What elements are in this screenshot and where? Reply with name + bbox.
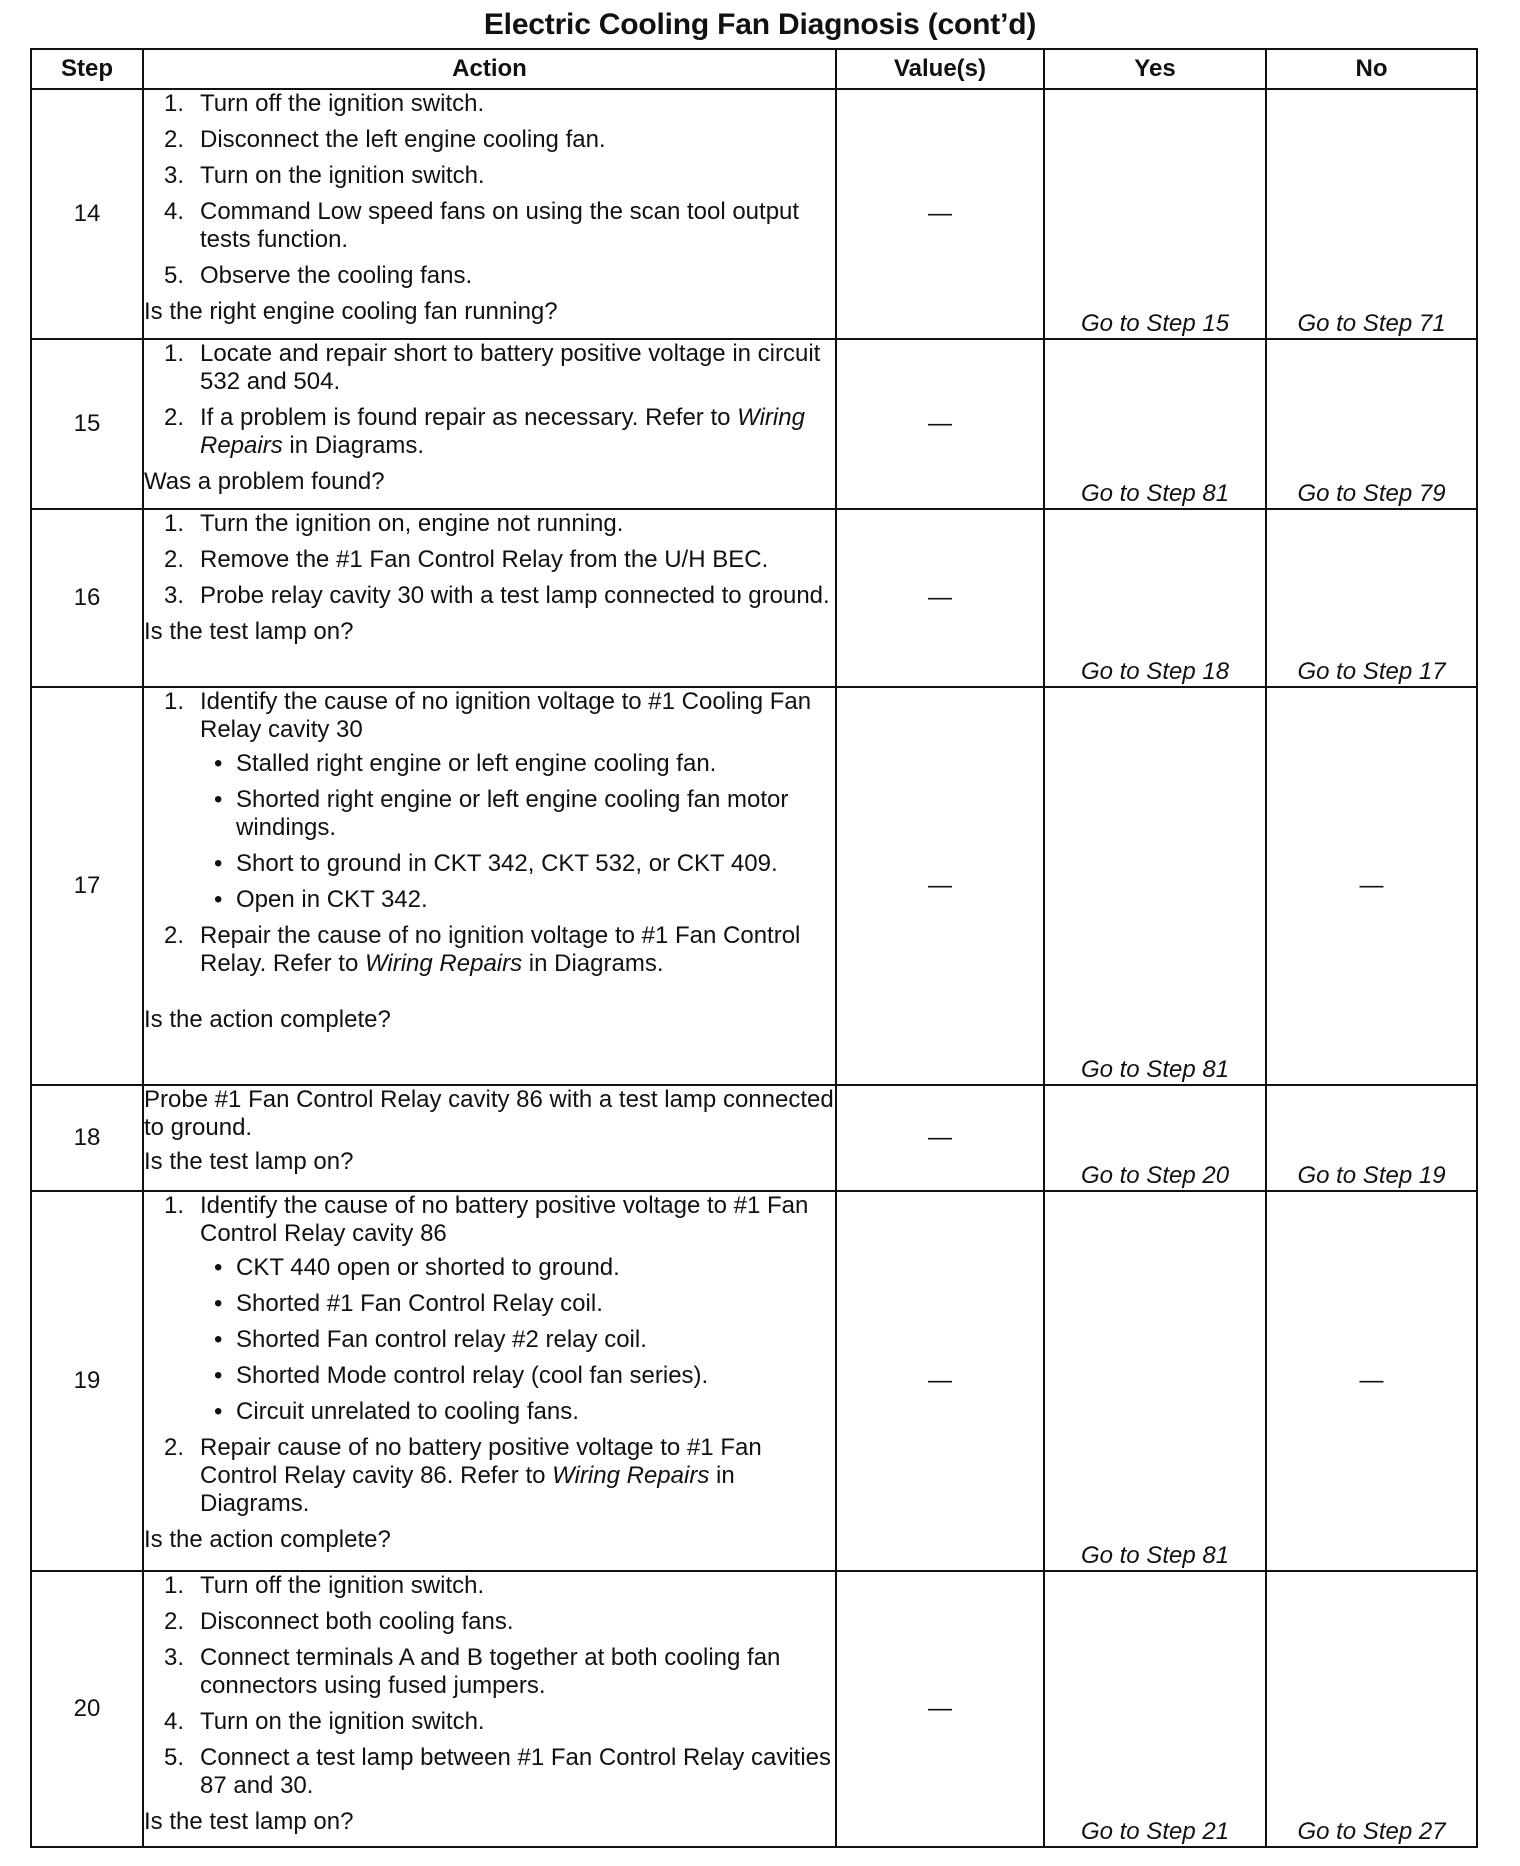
yes-cell: Go to Step 20 xyxy=(1044,1085,1266,1191)
step-number: 16 xyxy=(31,509,143,687)
yes-cell: Go to Step 15 xyxy=(1044,89,1266,339)
bullet-item: • CKT 440 open or shorted to ground. xyxy=(214,1254,620,1281)
action-cell xyxy=(143,1571,836,1847)
table-row xyxy=(31,89,1477,339)
action-text: Probe #1 Fan Control Relay cavity 86 with a test lamp connected to ground. xyxy=(144,1086,834,1141)
bullet-item: • Short to ground in CKT 342, CKT 532, or CKT 409. xyxy=(214,850,778,877)
bullet-item: • Open in CKT 342. xyxy=(214,886,428,913)
bullet-item: • Circuit unrelated to cooling fans. xyxy=(214,1398,579,1425)
no-cell: — xyxy=(1266,687,1477,1085)
table-header-row xyxy=(31,49,1477,89)
no-cell: Go to Step 79 xyxy=(1266,339,1477,509)
yes-cell: Go to Step 21 xyxy=(1044,1571,1266,1847)
value-cell: — xyxy=(836,509,1044,687)
value-cell: — xyxy=(836,1085,1044,1191)
action-item: 1. Locate and repair short to battery positive voltage in circuit 532 and 504. xyxy=(164,340,821,395)
action-question: Is the test lamp on? xyxy=(144,1808,354,1835)
action-question: Is the right engine cooling fan running? xyxy=(144,298,558,325)
bullet-item: • Shorted Fan control relay #2 relay coil. xyxy=(214,1326,647,1353)
step-number: 20 xyxy=(31,1571,143,1847)
action-cell xyxy=(143,1085,836,1191)
action-cell xyxy=(143,89,836,339)
yes-cell: Go to Step 81 xyxy=(1044,687,1266,1085)
header-no: No xyxy=(1266,49,1477,89)
header-step: Step xyxy=(31,49,143,89)
action-question: Is the action complete? xyxy=(144,1526,391,1553)
yes-cell: Go to Step 18 xyxy=(1044,509,1266,687)
action-item: 3. Turn on the ignition switch. xyxy=(164,162,485,189)
yes-cell: Go to Step 81 xyxy=(1044,1191,1266,1571)
no-cell: Go to Step 19 xyxy=(1266,1085,1477,1191)
bullet-item: • Shorted #1 Fan Control Relay coil. xyxy=(214,1290,603,1317)
table-row xyxy=(31,1191,1477,1571)
action-item: 1. Turn off the ignition switch. xyxy=(164,1572,485,1599)
action-item: 4. Command Low speed fans on using the scan tool output tests function. xyxy=(164,198,800,253)
value-cell: — xyxy=(836,687,1044,1085)
bullet-item: • Shorted right engine or left engine cooling fan motor windings. xyxy=(214,786,789,841)
action-item: 2. Disconnect the left engine cooling fan. xyxy=(164,126,606,153)
diagnosis-table xyxy=(30,48,1478,1848)
action-item: 5. Observe the cooling fans. xyxy=(164,262,473,289)
action-item: 4. Turn on the ignition switch. xyxy=(164,1708,485,1735)
action-question: Is the test lamp on? xyxy=(144,1148,354,1175)
header-yes: Yes xyxy=(1044,49,1266,89)
table-row xyxy=(31,1085,1477,1191)
action-item: 2. Disconnect both cooling fans. xyxy=(164,1608,514,1635)
action-item: 2. Remove the #1 Fan Control Relay from the U/H BEC. xyxy=(164,546,769,573)
yes-cell: Go to Step 81 xyxy=(1044,339,1266,509)
value-cell: — xyxy=(836,339,1044,509)
step-number: 17 xyxy=(31,687,143,1085)
step-number: 19 xyxy=(31,1191,143,1571)
step-number: 18 xyxy=(31,1085,143,1191)
table-row xyxy=(31,1571,1477,1847)
action-item: 3. Probe relay cavity 30 with a test lamp connected to ground. xyxy=(164,582,830,609)
value-cell: — xyxy=(836,1191,1044,1571)
action-cell xyxy=(143,339,836,509)
action-item: 1. Identify the cause of no ignition voltage to #1 Cooling Fan Relay cavity 30 • Stalled right engine or left engine cooling fan. • Shorted right engine or left engine cooling fan motor windings. • Short to ground in CKT 342, CKT 532, or CKT 409. • Open in CKT 342. xyxy=(144,688,835,914)
action-question: Is the action complete? xyxy=(144,1006,391,1033)
action-cell xyxy=(143,509,836,687)
action-item: 2. Repair cause of no battery positive voltage to #1 Fan Control Relay cavity 86. Refer to Wiring Repairs in Diagrams. xyxy=(164,1434,762,1517)
action-item: 1. Turn the ignition on, engine not running. xyxy=(164,510,624,537)
page-title: Electric Cooling Fan Diagnosis (cont’d) xyxy=(483,8,1037,41)
action-cell xyxy=(143,687,836,1085)
action-item: 1. Identify the cause of no battery positive voltage to #1 Fan Control Relay cavity 86 • CKT 440 open or shorted to ground. • Shorted #1 Fan Control Relay coil. • Shorted Fan control relay #2 relay coil. • Shorted Mode control relay (cool fan series). • Circuit unrelated to cooling fans. xyxy=(144,1192,835,1426)
action-item: 2. If a problem is found repair as necessary. Refer to Wiring Repairs in Diagrams. xyxy=(164,404,805,459)
table-row xyxy=(31,687,1477,1085)
action-item: 3. Connect terminals A and B together at both cooling fan connectors using fused jumpers. xyxy=(164,1644,781,1699)
header-values: Value(s) xyxy=(836,49,1044,89)
no-cell: Go to Step 71 xyxy=(1266,89,1477,339)
header-action: Action xyxy=(143,49,836,89)
step-number: 14 xyxy=(31,89,143,339)
bullet-item: • Stalled right engine or left engine cooling fan. xyxy=(214,750,717,777)
action-item: 1. Turn off the ignition switch. xyxy=(164,90,485,117)
action-item: 5. Connect a test lamp between #1 Fan Control Relay cavities 87 and 30. xyxy=(164,1744,831,1799)
action-question: Is the test lamp on? xyxy=(144,618,354,645)
bullet-item: • Shorted Mode control relay (cool fan series). xyxy=(214,1362,709,1389)
action-cell xyxy=(143,1191,836,1571)
value-cell: — xyxy=(836,1571,1044,1847)
no-cell: Go to Step 27 xyxy=(1266,1571,1477,1847)
value-cell: — xyxy=(836,89,1044,339)
table-row xyxy=(31,509,1477,687)
no-cell: — xyxy=(1266,1191,1477,1571)
step-number: 15 xyxy=(31,339,143,509)
table-row xyxy=(31,339,1477,509)
no-cell: Go to Step 17 xyxy=(1266,509,1477,687)
action-question: Was a problem found? xyxy=(144,468,385,495)
action-item: 2. Repair the cause of no ignition voltage to #1 Fan Control Relay. Refer to Wiring Repairs in Diagrams. xyxy=(164,922,801,977)
